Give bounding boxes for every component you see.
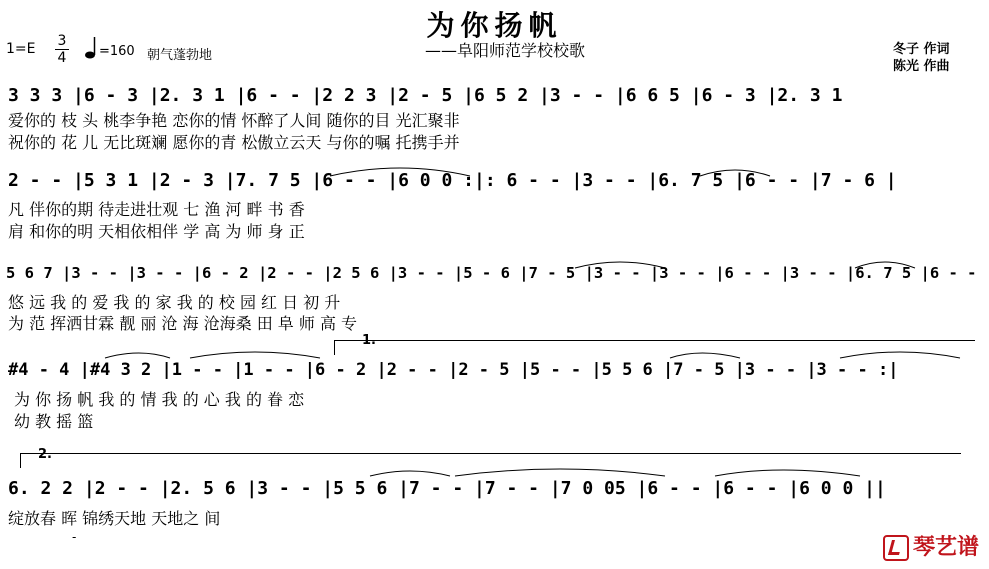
lyricist-credit: 冬子 作词	[893, 42, 950, 57]
second-ending-bracket	[20, 453, 961, 468]
slur-arc	[190, 352, 320, 358]
logo-icon	[883, 535, 909, 561]
time-numerator: 3	[55, 33, 69, 50]
score-line-4: #4 - 4 |#4 3 2 |1 - - |1 - - |6 - 2 |2 - - |2 - 5 |5 - - |5 5 6 |7 - 5 |3 - - |3 - - :|	[8, 360, 899, 380]
lyric-line-4-verse-1: 为 你 扬 帆 我 的 情 我 的 心 我 的 眷 恋	[14, 390, 305, 409]
lyric-line-1-verse-1: 爱你的 枝 头 桃李争艳 恋你的情 怀醉了人间 随你的目 光汇聚非	[8, 111, 460, 130]
time-denominator: 4	[57, 50, 67, 66]
slur-arc	[370, 471, 450, 476]
score-line-1: 3 3 3 |6 - 3 |2. 3 1 |6 - - |2 2 3 |2 - 5 |6 5 2 |3 - - |6 6 5 |6 - 3 |2. 3 1	[8, 85, 843, 106]
song-title: 为你扬帆	[426, 9, 563, 42]
logo-text: 琴艺谱	[912, 535, 979, 560]
expression-marking: 朝气蓬勃地	[147, 48, 213, 63]
quarter-note-icon	[84, 36, 100, 60]
lyric-line-2-verse-2: 肩 和你的明 天相依相伴 学 高 为 师 身 正	[8, 222, 305, 241]
first-ending-bracket	[334, 340, 975, 355]
song-subtitle: ——阜阳师范学校校歌	[425, 41, 586, 60]
score-line-2: 2 - - |5 3 1 |2 - 3 |7. 7 5 |6 - - |6 0 0 :|: 6 - - |3 - - |6. 7 5 |6 - - |7 - 6 |	[8, 170, 897, 191]
second-ending-label: 2.	[38, 447, 52, 462]
lyric-line-4-verse-2: 幼 教 摇 篮	[14, 412, 94, 431]
score-line-3: 5 6 7 |3 - - |3 - - |6 - 2 |2 - - |2 5 6 |3 - - |5 - 6 |7 - 5 |3 - - |3 - - |6 - - |3 - - |6. 7 5 |6 - -	[6, 264, 977, 282]
lyric-line-3-verse-1: 悠 远 我 的 爱 我 的 家 我 的 校 园 红 日 初 升	[8, 293, 341, 312]
time-signature	[55, 33, 69, 66]
first-ending-label: 1.	[362, 333, 376, 348]
lyric-line-2-verse-1: 凡 伴你的期 待走进壮观 七 渔 河 畔 书 香	[8, 200, 305, 219]
footer-dash: -	[72, 530, 77, 544]
score-line-5: 6. 2 2 |2 - - |2. 5 6 |3 - - |5 5 6 |7 - - |7 - - |7 0 05 |6 - - |6 - - |6 0 0 ||	[8, 478, 886, 499]
slur-arc	[715, 470, 860, 476]
key-signature: 1=E	[6, 41, 36, 57]
slur-arc	[105, 353, 170, 358]
site-logo	[883, 530, 979, 561]
lyric-line-5-verse-1: 绽放春 晖 锦绣天地 天地之 间	[8, 509, 221, 528]
composer-credit: 陈光 作曲	[893, 59, 950, 74]
slur-arc	[455, 469, 665, 476]
lyric-line-3-verse-2: 为 范 挥洒甘霖 靓 丽 沧 海 沧海桑 田 阜 师 高 专	[8, 314, 358, 333]
lyric-line-1-verse-2: 祝你的 花 儿 无比斑斓 愿你的青 松傲立云天 与你的嘱 托携手并	[8, 133, 460, 152]
tempo-marking: =160	[99, 44, 135, 59]
